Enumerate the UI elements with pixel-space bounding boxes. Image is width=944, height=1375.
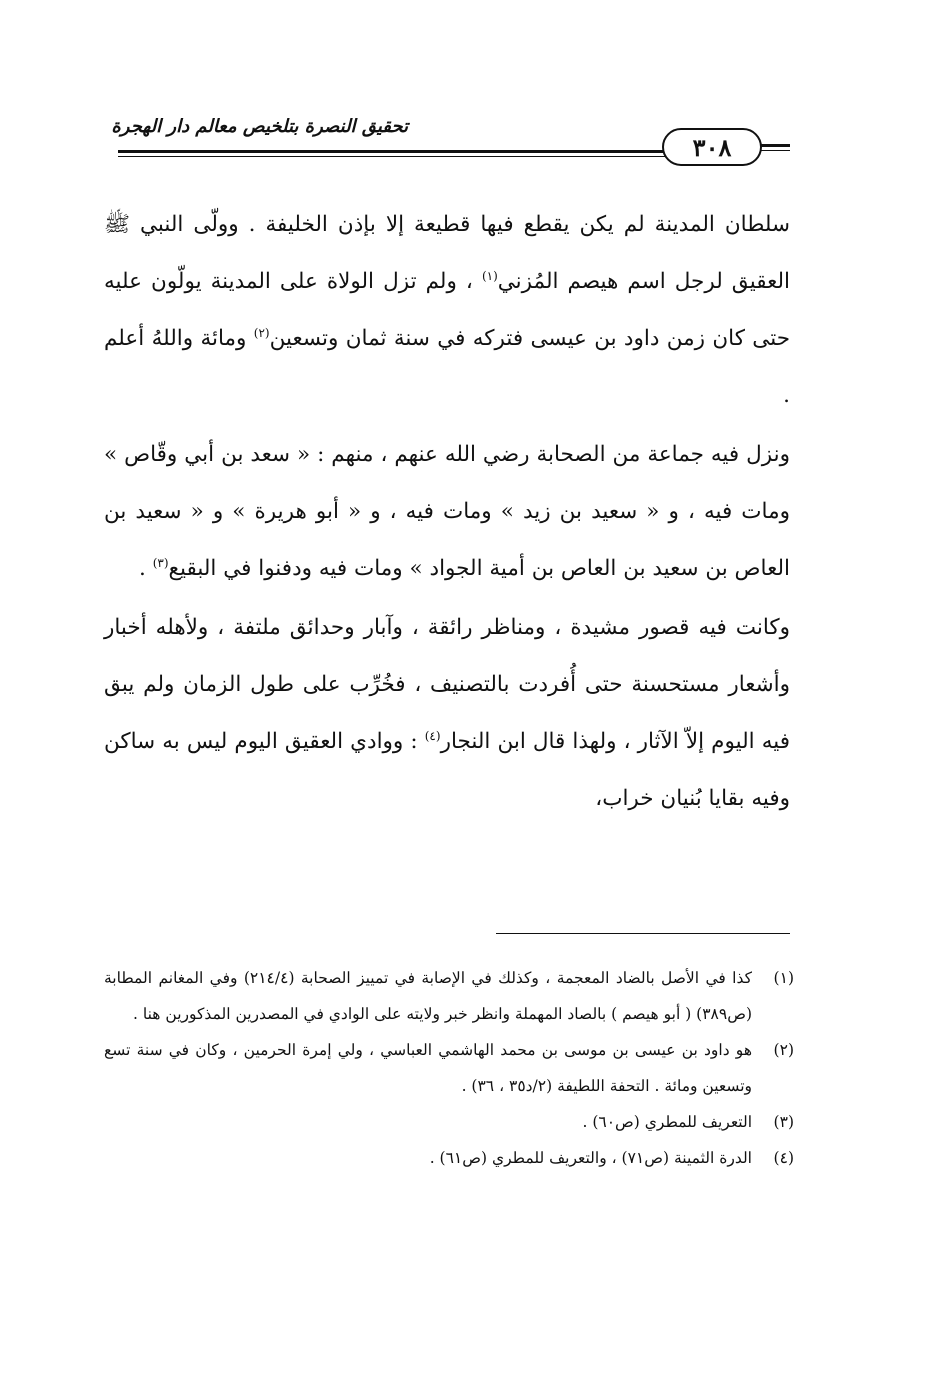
footnote-ref: (١) — [481, 268, 498, 283]
page-header — [111, 112, 790, 172]
text-segment: : ووادي العقيق اليوم ليس به ساكن وفيه بقايا بُنيان خراب، — [104, 729, 790, 811]
footnote-text: التعريف للمطري (ص٦٠) . — [582, 1113, 752, 1131]
footnote-number: (١) — [773, 969, 794, 987]
footnote-number: (٤) — [773, 1149, 794, 1167]
footnote-number: (٣) — [773, 1113, 794, 1131]
page-number: ٣٠٨ — [662, 128, 762, 166]
text-segment: سلطان المدينة لم يكن يقطع فيها قطيعة إلا بإذن الخليفة . وولّى النبي ﷺ العقيق لرجل اسم هيصم المُزني — [104, 212, 790, 294]
footnote-ref: (٢) — [253, 325, 270, 340]
header-rule-thick — [118, 150, 678, 153]
footnote-text: الدرة الثمينة (ص٧١) ، والتعريف للمطري (ص٦١) . — [429, 1149, 752, 1167]
footnote-number: (٢) — [773, 1041, 794, 1059]
footnote — [104, 1140, 794, 1176]
footnote-ref: (٣) — [152, 555, 169, 570]
text-segment: وكانت فيه قصور مشيدة ، ومناظر رائقة ، وآبار وحدائق ملتفة ، ولأهله أخبار وأشعار مستحسنة حتى أُفردت بالتصنيف ، فخُرِّب على طول الزمان ولم يبق فيه اليوم إلاّ الآثار ، ولهذا قال ابن النجار — [104, 615, 790, 754]
footnote — [104, 1032, 794, 1104]
text-segment: ونزل فيه جماعة من الصحابة رضي الله عنهم ، منهم : « سعد بن أبي وقّاص » ومات فيه ، و « سعيد بن زيد » ومات فيه ، و « أبو هريرة » و « سعيد بن العاص بن سعيد بن العاص بن أمية الجواد » ومات فيه ودفنوا في البقيع — [104, 442, 790, 581]
footnote-ref: (٤) — [424, 728, 441, 743]
header-rule-thin — [118, 156, 678, 157]
paragraph — [104, 426, 790, 597]
header-tail-thick — [760, 144, 790, 147]
running-title: تحقيق النصرة بتلخيص معالم دار الهجرة — [111, 116, 408, 137]
footnote-text: هو داود بن عيسى بن موسى بن محمد الهاشمي العباسي ، ولي إمرة الحرمين ، وكان في سنة تسع وتسعين ومائة . التحفة اللطيفة (٢/د٣٥ ، ٣٦) . — [104, 1041, 752, 1095]
main-text — [104, 196, 790, 829]
paragraph — [104, 599, 790, 827]
text-segment: . — [139, 556, 153, 581]
footnote-separator — [496, 933, 790, 934]
footnote-text: كذا في الأصل بالضاد المعجمة ، وكذلك في الإصابة في تمييز الصحابة (٢١٤/٤) وفي المغانم المطابة (ص٣٨٩) ( أبو هيصم ) بالصاد المهملة وانظر خبر ولايته على الوادي في المصدرين المذكورين هنا . — [104, 969, 753, 1023]
text-segment: ومائة واللهُ أعلم . — [104, 326, 790, 408]
header-tail-thin — [760, 150, 790, 151]
paragraph — [104, 196, 790, 424]
text-segment: ، ولم تزل الولاة على المدينة يولّون عليه حتى كان زمن داود بن عيسى فتركه في سنة ثمان وتسعين — [104, 269, 791, 351]
footnote — [104, 960, 794, 1032]
footnotes — [104, 960, 794, 1176]
footnote — [104, 1104, 794, 1140]
